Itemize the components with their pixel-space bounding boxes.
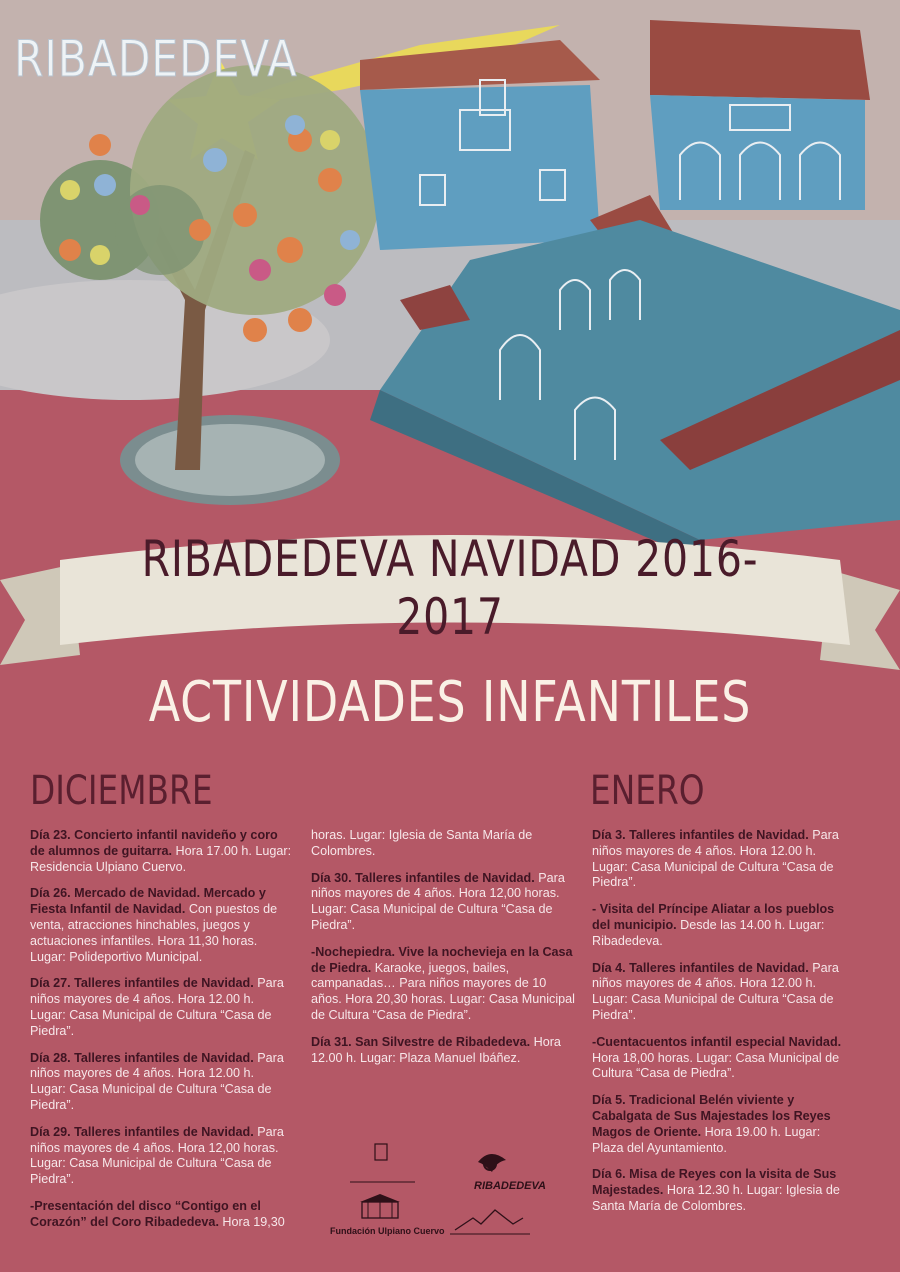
brand-logo-text: RIBADEDEVA: [14, 30, 298, 88]
activity-item: horas. Lugar: Iglesia de Santa María de Colombres.: [311, 828, 533, 858]
activity-item: -Presentación del disco “Contigo en el Corazón” del Coro Ribadedeva. Hora 19,30: [30, 1198, 285, 1229]
activity-item: Día 26. Mercado de Navidad. Mercado y Fiesta Infantil de Navidad. Con puestos de venta, atracciones hinchables, juegos y actuaciones infantiles. Hora 11,30 horas. Lugar: Polideportivo Municipal.: [30, 886, 278, 964]
activity-item: Día 23. Concierto infantil navideño y coro de alumnos de guitarra. Hora 17.00 h. Lugar: Residencia Ulpiano Cuervo.: [30, 828, 292, 874]
council-crest-icon: [350, 1144, 415, 1182]
mountains-logo-icon: [450, 1210, 530, 1234]
page-subtitle: ACTIVIDADES INFANTILES: [148, 670, 752, 735]
activity-item: Día 28. Talleres infantiles de Navidad. Para niños mayores de 4 años. Hora 12.00 h. Lugar: Casa Municipal de Cultura “Casa de Piedra”.: [30, 1050, 284, 1112]
fundacion-building-icon: [360, 1194, 400, 1218]
activity-item: Día 29. Talleres infantiles de Navidad. Para niños mayores de 4 años. Hora 12,00 horas. Lugar: Casa Municipal de Cultura “Casa de Piedra”.: [30, 1124, 284, 1187]
activities-column-2: [311, 828, 576, 1077]
ribadedeva-logo-icon: [478, 1154, 506, 1172]
activities-column-3: [592, 828, 854, 1226]
activity-item: -Nochepiedra. Vive la nochevieja en la Casa de Piedra. Karaoke, juegos, bailes, campanadas… Para niños mayores de 10 años. Hora 20,30 horas. Lugar: Casa Municipal de Cultura “Casa de Piedra”.: [311, 944, 575, 1022]
activity-item: Día 5. Tradicional Belén viviente y Cabalgata de Sus Majestades los Reyes Magos de Oriente. Hora 19.00 h. Lugar: Plaza del Ayuntamiento.: [592, 1093, 831, 1155]
month-heading-january: ENERO: [590, 768, 705, 814]
ribadedeva-logo-text: RIBADEDEVA: [474, 1180, 546, 1192]
activity-item: - Visita del Príncipe Aliatar a los pueblos del municipio. Desde las 14.00 h. Lugar: Ribadedeva.: [592, 902, 835, 948]
activity-item: Día 6. Misa de Reyes con la visita de Sus Majestades. Hora 12.30 h. Lugar: Iglesia de Santa María de Colombres.: [592, 1167, 840, 1213]
activity-item: Día 27. Talleres infantiles de Navidad. Para niños mayores de 4 años. Hora 12.00 h. Lugar: Casa Municipal de Cultura “Casa de Piedra”.: [30, 976, 284, 1038]
month-heading-december: DICIEMBRE: [30, 768, 213, 814]
building-blue-1: [360, 40, 600, 250]
activity-item: -Cuentacuentos infantil especial Navidad. Hora 18,00 horas. Lugar: Casa Municipal de Cultura “Casa de Piedra”.: [592, 1034, 842, 1081]
activity-item: Día 30. Talleres infantiles de Navidad. Para niños mayores de 4 años. Hora 12,00 horas. Lugar: Casa Municipal de Cultura “Casa de Piedra”.: [311, 870, 565, 932]
building-blue-2: [650, 20, 870, 210]
banner-title: RIBADEDEVA NAVIDAD 2016-2017: [141, 530, 759, 646]
activity-item: Día 3. Talleres infantiles de Navidad. Para niños mayores de 4 años. Hora 12.00 h. Lugar: Casa Municipal de Cultura “Casa de Piedra”.: [592, 828, 839, 890]
activity-item: Día 4. Talleres infantiles de Navidad. Para niños mayores de 4 años. Hora 12.00 h. Lugar: Casa Municipal de Cultura “Casa de Piedra”.: [592, 960, 839, 1022]
activity-item: Día 31. San Silvestre de Ribadedeva. Hora 12.00 h. Lugar: Plaza Manuel Ibáñez.: [311, 1034, 561, 1065]
fundacion-logo-text: Fundación Ulpiano Cuervo: [330, 1226, 445, 1236]
activities-column-1: [30, 828, 292, 1242]
